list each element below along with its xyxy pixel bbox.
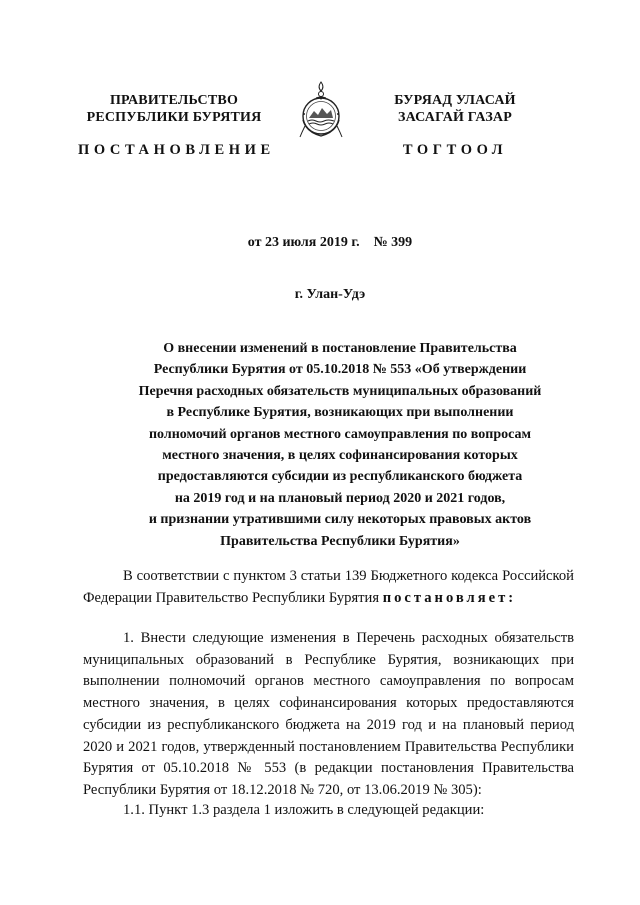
paragraph-1-1	[83, 800, 574, 822]
paragraph-1	[83, 628, 574, 802]
paragraph-1-1-text: 1.1. Пункт 1.3 раздела 1 изложить в следующей редакции:	[123, 802, 485, 818]
city: г. Улан-Удэ	[294, 287, 366, 302]
title-line: на 2019 год и на плановый период 2020 и 2021 годов,	[174, 490, 506, 506]
title-line: Перечня расходных обязательств муниципальных образований	[138, 383, 542, 399]
title-line: в Республике Бурятия, возникающих при выполнении	[166, 405, 514, 421]
title-line: предоставляются субсидии из республиканского бюджета	[157, 469, 523, 485]
header-left-line2: РЕСПУБЛИКИ БУРЯТИЯ	[86, 110, 262, 125]
preamble-paragraph	[83, 566, 574, 609]
date-and-number: от 23 июля 2019 г. № 399	[247, 235, 413, 250]
doc-type-right: ТОГТООЛ	[402, 142, 508, 158]
preamble-text: В соответствии с пунктом 3 статьи 139 Бюджетного кодекса Российской Федерации Правительство Республики Бурятия	[83, 568, 574, 606]
title-line: и признании утратившими силу некоторых правовых актов	[148, 512, 532, 528]
header-left-line1: ПРАВИТЕЛЬСТВО	[109, 93, 239, 108]
coat-of-arms-icon	[298, 80, 344, 144]
header-right-line1: БУРЯАД УЛАСАЙ	[394, 93, 516, 108]
paragraph-1-text: 1. Внести следующие изменения в Перечень расходных обязательств муниципальных образований в Республике Бурятия, возникающих при выполнении полномочий органов местного самоуправления по вопросам местного значения, в целях софинансирования которых предоставляются субсидии из республиканского бюджета на 2019 год и на плановый период 2020 и 2021 годов, утвержденный постановлением Правительства Республики Бурятия от 05.10.2018 № 553 (в редакции постановления Правительства Республики Бурятия от 18.12.2018 № 720, от 13.06.2019 № 305):	[83, 630, 574, 798]
title-line: полномочий органов местного самоуправления по вопросам	[148, 426, 532, 442]
title-line: Правительства Республики Бурятия»	[220, 533, 460, 549]
doc-type-left: ПОСТАНОВЛЕНИЕ	[78, 142, 275, 158]
title-line: О внесении изменений в постановление Правительства	[163, 341, 517, 356]
decree-word: постановляет:	[382, 589, 517, 606]
document-title	[100, 338, 580, 552]
title-line: Республики Бурятия от 05.10.2018 № 553 «Об утверждении	[153, 362, 527, 378]
title-line: местного значения, в целях софинансирования которых	[162, 448, 518, 464]
header-right-line2: ЗАСАГАЙ ГАЗАР	[397, 110, 512, 125]
